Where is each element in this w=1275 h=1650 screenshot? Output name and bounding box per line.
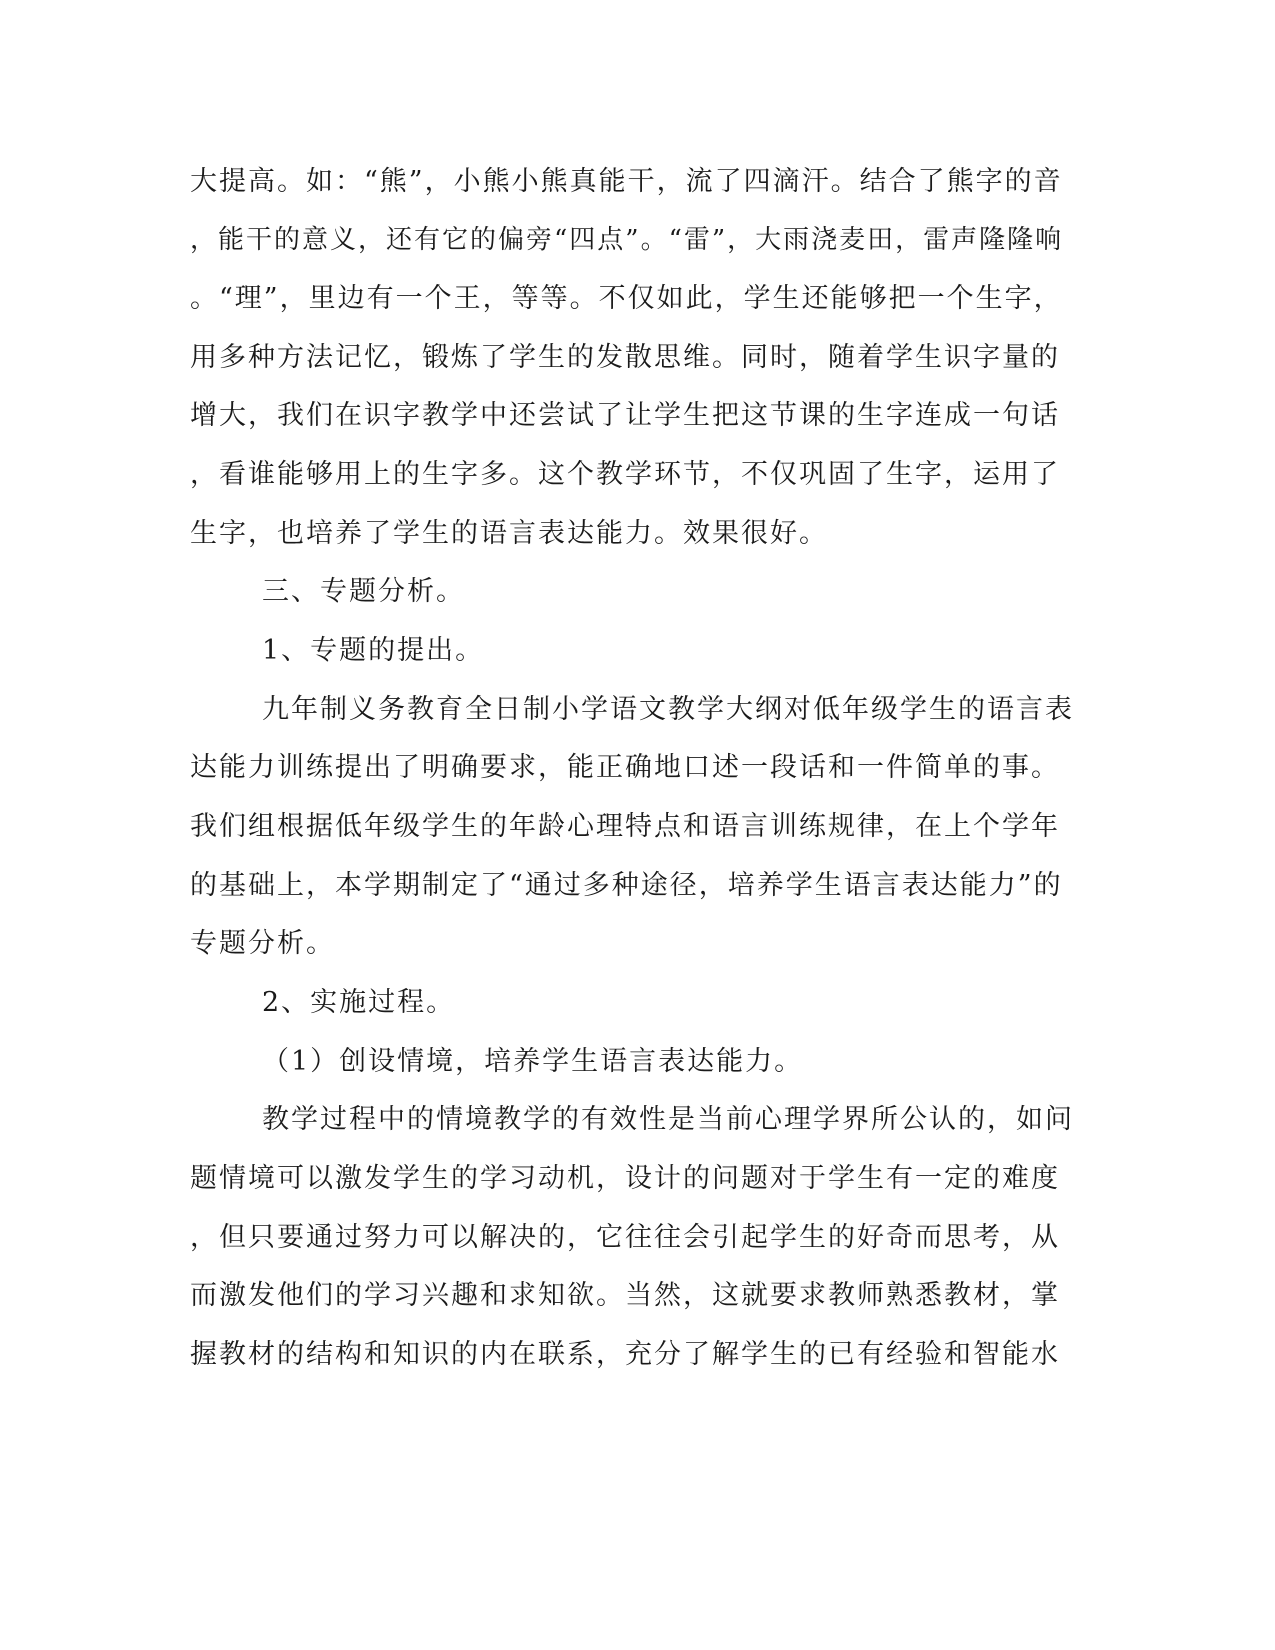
text-line: 的基础上，本学期制定了“通过多种途径，培养学生语言表达能力”的 xyxy=(190,870,1063,901)
subsection-heading: 1、专题的提出。 xyxy=(262,635,485,666)
subsection-heading: （1）创设情境，培养学生语言表达能力。 xyxy=(262,1046,804,1077)
text-line: 题情境可以激发学生的学习动机，设计的问题对于学生有一定的难度 xyxy=(190,1163,1060,1194)
text-line: 增大，我们在识字教学中还尝试了让学生把这节课的生字连成一句话 xyxy=(190,400,1060,431)
text-line: 握教材的结构和知识的内在联系，充分了解学生的已有经验和智能水 xyxy=(190,1339,1060,1370)
text-line: 。“理”，里边有一个王，等等。不仅如此，学生还能够把一个生字， xyxy=(190,283,1063,314)
text-line: 九年制义务教育全日制小学语文教学大纲对低年级学生的语言表 xyxy=(262,694,1074,725)
text-line: 大提高。如：“熊”，小熊小熊真能干，流了四滴汗。结合了熊字的音 xyxy=(190,166,1063,197)
text-line: 教学过程中的情境教学的有效性是当前心理学界所公认的，如问 xyxy=(262,1104,1074,1135)
subsection-heading: 2、实施过程。 xyxy=(262,987,456,1018)
text-line: ，能干的意义，还有它的偏旁“四点”。“雷”，大雨浇麦田，雷声隆隆响 xyxy=(190,225,1064,255)
text-line: ，但只要通过努力可以解决的，它往往会引起学生的好奇而思考，从 xyxy=(190,1222,1060,1253)
text-line: ，看谁能够用上的生字多。这个教学环节，不仅巩固了生字，运用了 xyxy=(190,459,1060,490)
text-line: 生字，也培养了学生的语言表达能力。效果很好。 xyxy=(190,518,828,549)
text-line: 专题分析。 xyxy=(190,928,335,959)
text-line: 用多种方法记忆，锻炼了学生的发散思维。同时，随着学生识字量的 xyxy=(190,342,1060,373)
text-line: 达能力训练提出了明确要求，能正确地口述一段话和一件简单的事。 xyxy=(190,752,1060,783)
section-heading: 三、专题分析。 xyxy=(262,576,465,607)
text-line: 而激发他们的学习兴趣和求知欲。当然，这就要求教师熟悉教材，掌 xyxy=(190,1280,1060,1311)
text-line: 我们组根据低年级学生的年龄心理特点和语言训练规律，在上个学年 xyxy=(190,811,1060,842)
